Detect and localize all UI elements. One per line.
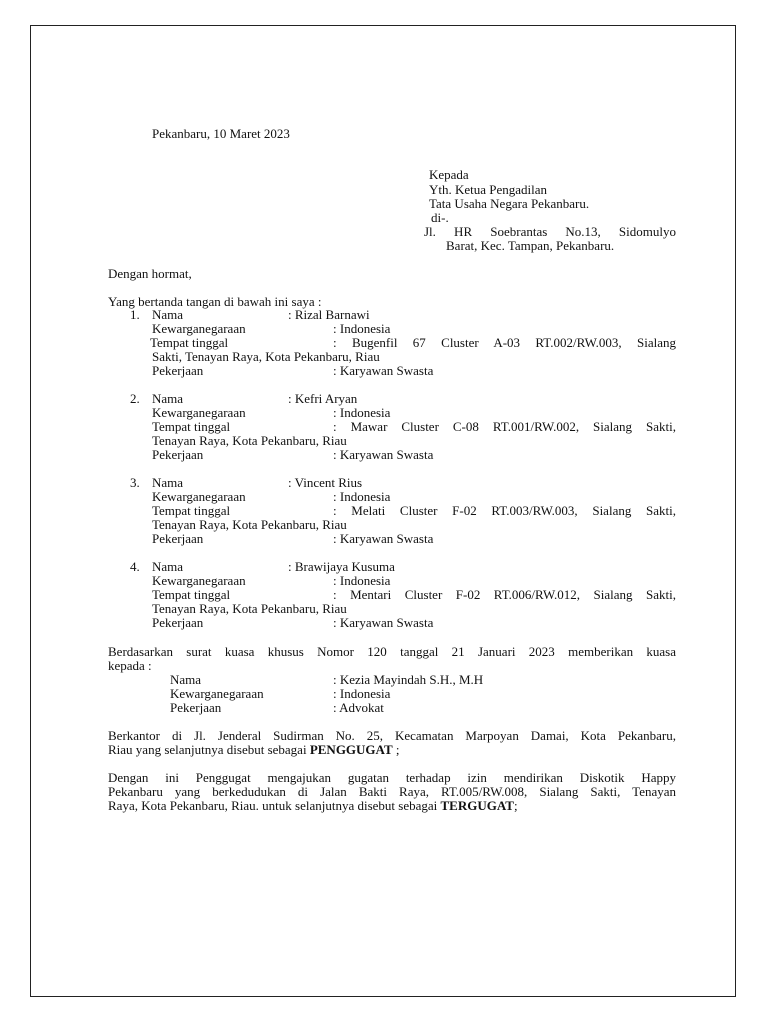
claim-line2: Pekanbaru yang berkedudukan di Jalan Bakti Raya, RT.005/RW.008, Sialang Sakti, Tenayan <box>108 784 676 799</box>
claim-line3-suffix: ; <box>513 798 518 813</box>
label-nama: Nama <box>152 559 184 574</box>
office-line1: Berkantor di Jl. Jenderal Sudirman No. 25, Kecamatan Marpoyan Damai, Kota Pekanbaru, <box>108 728 676 743</box>
value-nama: : Vincent Rius <box>288 475 363 490</box>
value-tempat-tinggal-line2: Sakti, Tenayan Raya, Kota Pekanbaru, Riau <box>152 349 380 364</box>
intro-text: Yang bertanda tangan di bawah ini saya : <box>108 294 322 309</box>
value-tempat-tinggal-line2: Tenayan Raya, Kota Pekanbaru, Riau <box>152 433 347 448</box>
label-kewarganegaraan: Kewarganegaraan <box>152 573 246 588</box>
label-nama: Nama <box>152 475 184 490</box>
recipient-yth: Yth. Ketua Pengadilan <box>429 182 548 197</box>
value-kewarganegaraan: : Indonesia <box>333 489 391 504</box>
recipient-address-line2: Barat, Kec. Tampan, Pekanbaru. <box>446 238 615 253</box>
label-nama: Nama <box>170 672 202 687</box>
value-tempat-tinggal-line2: Tenayan Raya, Kota Pekanbaru, Riau <box>152 601 347 616</box>
label-kewarganegaraan: Kewarganegaraan <box>152 321 246 336</box>
penggugat-label: PENGGUGAT <box>309 742 393 757</box>
label-pekerjaan: Pekerjaan <box>152 447 204 462</box>
label-pekerjaan: Pekerjaan <box>152 615 204 630</box>
claim-line3 <box>108 799 518 813</box>
value-kewarganegaraan: : Indonesia <box>333 573 391 588</box>
greeting: Dengan hormat, <box>108 266 192 281</box>
attorney-nama: : Kezia Mayindah S.H., M.H <box>333 672 484 687</box>
value-tempat-tinggal-line2: Tenayan Raya, Kota Pekanbaru, Riau <box>152 517 347 532</box>
label-tempat-tinggal: Tempat tinggal <box>152 503 231 518</box>
label-pekerjaan: Pekerjaan <box>152 531 204 546</box>
office-line2 <box>108 743 400 757</box>
label-nama: Nama <box>152 391 184 406</box>
claim-line1: Dengan ini Penggugat mengajukan gugatan terhadap izin mendirikan Diskotik Happy <box>108 770 676 785</box>
label-kewarganegaraan: Kewarganegaraan <box>152 489 246 504</box>
label-kewarganegaraan: Kewarganegaraan <box>152 405 246 420</box>
signatory-number: 1. <box>130 307 140 322</box>
value-tempat-tinggal-line1: : Melati Cluster F-02 RT.003/RW.003, Sialang Sakti, <box>333 503 676 518</box>
recipient-di: di-. <box>431 210 449 225</box>
label-pekerjaan: Pekerjaan <box>170 700 222 715</box>
value-pekerjaan: : Karyawan Swasta <box>333 447 434 462</box>
signatory-number: 3. <box>130 475 140 490</box>
place-date: Pekanbaru, 10 Maret 2023 <box>152 126 290 141</box>
value-nama: : Brawijaya Kusuma <box>288 559 395 574</box>
recipient-kepada: Kepada <box>429 167 469 182</box>
value-nama: : Rizal Barnawi <box>288 307 370 322</box>
recipient-court: Tata Usaha Negara Pekanbaru. <box>429 196 590 211</box>
label-tempat-tinggal: Tempat tinggal <box>152 419 231 434</box>
attorney-kewarganegaraan: : Indonesia <box>333 686 391 701</box>
label-tempat-tinggal: Tempat tinggal <box>152 587 231 602</box>
value-kewarganegaraan: : Indonesia <box>333 321 391 336</box>
value-nama: : Kefri Aryan <box>288 391 358 406</box>
value-pekerjaan: : Karyawan Swasta <box>333 615 434 630</box>
office-line2-suffix: ; <box>392 742 400 757</box>
tergugat-label: TERGUGAT <box>440 798 514 813</box>
kuasa-line2: kepada : <box>108 658 152 673</box>
value-tempat-tinggal-line1: : Bugenfil 67 Cluster A-03 RT.002/RW.003, Sialang <box>333 335 676 350</box>
signatory-number: 2. <box>130 391 140 406</box>
office-line2-prefix: Riau yang selanjutnya disebut sebagai <box>108 742 310 757</box>
attorney-pekerjaan: : Advokat <box>333 700 384 715</box>
label-pekerjaan: Pekerjaan <box>152 363 204 378</box>
label-kewarganegaraan: Kewarganegaraan <box>170 686 264 701</box>
value-tempat-tinggal-line1: : Mentari Cluster F-02 RT.006/RW.012, Sialang Sakti, <box>333 587 676 602</box>
kuasa-line1: Berdasarkan surat kuasa khusus Nomor 120 tanggal 21 Januari 2023 memberikan kuasa <box>108 644 676 659</box>
value-pekerjaan: : Karyawan Swasta <box>333 363 434 378</box>
claim-line3-prefix: Raya, Kota Pekanbaru, Riau. untuk selanjutnya disebut sebagai <box>108 798 441 813</box>
label-tempat-tinggal: Tempat tinggal <box>150 335 229 350</box>
recipient-address-line1: Jl. HR Soebrantas No.13, Sidomulyo <box>424 224 676 239</box>
label-nama: Nama <box>152 307 184 322</box>
value-kewarganegaraan: : Indonesia <box>333 405 391 420</box>
value-tempat-tinggal-line1: : Mawar Cluster C-08 RT.001/RW.002, Sialang Sakti, <box>333 419 676 434</box>
signatory-number: 4. <box>130 559 140 574</box>
value-pekerjaan: : Karyawan Swasta <box>333 531 434 546</box>
